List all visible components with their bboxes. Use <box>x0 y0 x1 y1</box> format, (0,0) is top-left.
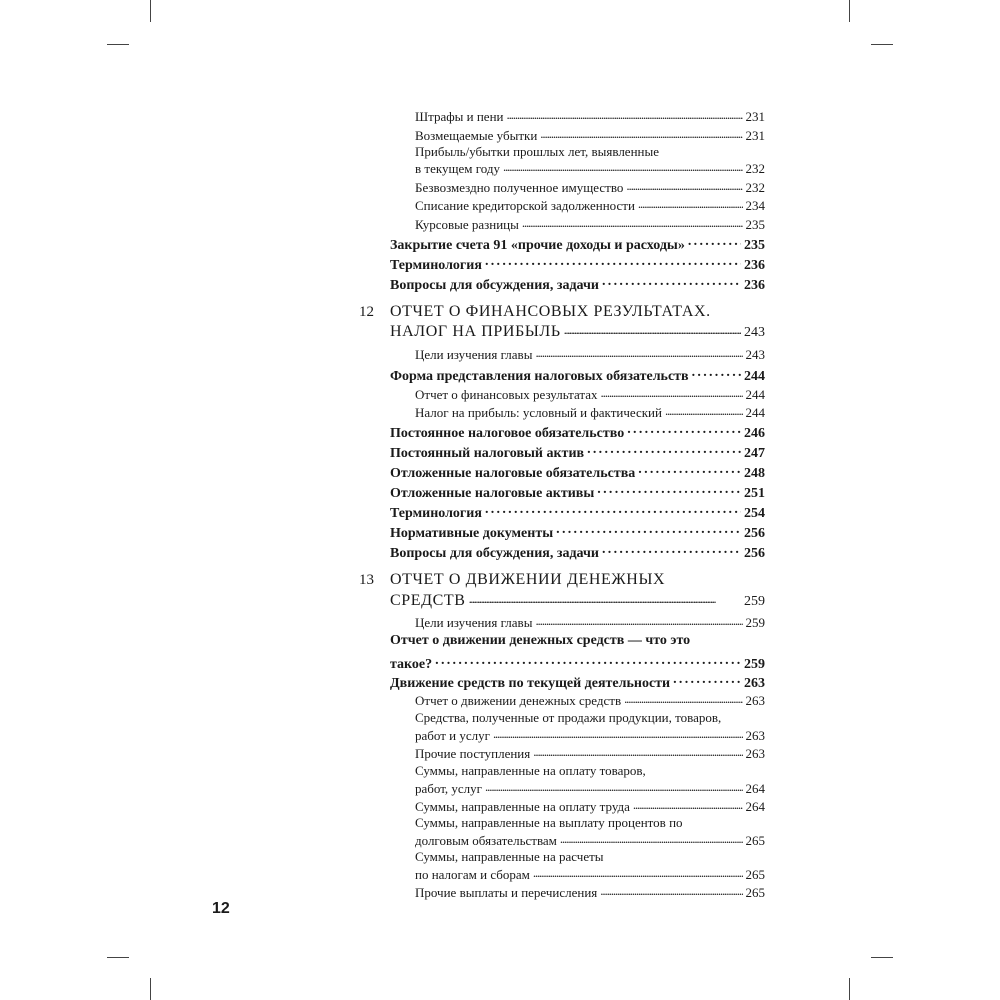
toc-section-label: Нормативные документы <box>390 526 554 541</box>
dot-leader <box>503 160 743 173</box>
toc-entry-page: 263 <box>745 746 765 761</box>
dot-leader <box>638 197 743 210</box>
toc-entry-page: 232 <box>745 161 765 176</box>
toc-entry <box>415 179 765 194</box>
dot-leader <box>626 179 742 192</box>
toc-section-label: Вопросы для обсуждения, задачи <box>390 278 599 293</box>
toc-section-page: 236 <box>744 258 765 273</box>
toc-entry-page: 265 <box>745 833 765 848</box>
toc-section-page: 251 <box>744 486 765 501</box>
toc-entry <box>415 832 765 847</box>
toc-section-label: Движение средств по текущей деятельности <box>390 676 671 691</box>
toc-section <box>390 503 765 521</box>
toc-entry-label: долговым обязательствам <box>415 833 557 848</box>
toc-entry-page: 263 <box>745 693 765 708</box>
toc-section-label: Отложенные налоговые обязательства <box>390 466 636 481</box>
toc-entry <box>415 866 765 881</box>
toc-section <box>390 235 765 253</box>
toc-entry-label: работ, услуг <box>415 781 483 796</box>
dot-leader <box>665 404 743 417</box>
dot-leader <box>627 423 741 437</box>
toc-section-page: 248 <box>744 466 765 481</box>
dot-leader <box>624 692 742 705</box>
toc-entry-page: 232 <box>745 180 765 195</box>
chapter-title-line2: НАЛОГ НА ПРИБЫЛЬ <box>390 323 561 340</box>
toc-section-page: 256 <box>744 526 765 541</box>
toc-entry <box>415 745 765 760</box>
toc-entry-page: 231 <box>745 128 765 143</box>
dot-leader <box>556 523 741 537</box>
toc-entry-line1: Суммы, направленные на оплату товаров, <box>415 763 646 778</box>
toc-entry-page: 244 <box>745 405 765 420</box>
dot-leader <box>688 235 741 249</box>
toc-entry-page: 234 <box>745 198 765 213</box>
toc-entry <box>415 780 765 795</box>
chapter-number: 12 <box>359 304 374 320</box>
dot-leader <box>600 884 742 897</box>
toc-section-label: Форма представления налоговых обязательств <box>390 369 689 384</box>
toc-entry-label: Цели изучения главы <box>415 615 533 630</box>
dot-leader <box>485 503 741 517</box>
toc-section-page: 256 <box>744 546 765 561</box>
toc-entry <box>415 727 765 742</box>
toc-entry-label: Отчет о финансовых результатах <box>415 387 598 402</box>
dot-leader <box>485 255 741 269</box>
toc-section-page: 246 <box>744 426 765 441</box>
toc-entry <box>415 614 765 629</box>
toc-entry-page: 231 <box>745 109 765 124</box>
toc-entry <box>415 127 765 142</box>
toc-entry <box>415 798 765 813</box>
toc-section <box>390 543 765 561</box>
toc-entry-label: Возмещаемые убытки <box>415 128 538 143</box>
toc-section <box>390 463 765 481</box>
toc-section-page: 247 <box>744 446 765 461</box>
toc-entry-page: 264 <box>745 799 765 814</box>
toc-entry-label: в текущем году <box>415 161 500 176</box>
dot-leader <box>692 366 741 380</box>
toc-section <box>390 654 765 672</box>
toc-entry-label: Прочие поступления <box>415 746 531 761</box>
dot-leader <box>587 443 741 457</box>
toc-entry-line1: Средства, полученные от продажи продукции, товаров, <box>415 710 722 725</box>
toc-entry-label: Налог на прибыль: условный и фактический <box>415 405 662 420</box>
toc-entry-page: 235 <box>745 217 765 232</box>
chapter-title-line1: ОТЧЕТ О ДВИЖЕНИИ ДЕНЕЖНЫХ <box>390 571 666 588</box>
toc-section <box>390 366 765 384</box>
dot-leader <box>522 216 743 229</box>
toc-entry-label: Штрафы и пени <box>415 109 504 124</box>
toc-entry <box>415 160 765 175</box>
toc-entry-line1: Прибыль/убытки прошлых лет, выявленные <box>415 144 659 159</box>
toc-section-page: 259 <box>744 657 765 672</box>
toc-section-label: Вопросы для обсуждения, задачи <box>390 546 599 561</box>
toc-section-page: 244 <box>744 369 765 384</box>
toc-entry-label: работ и услуг <box>415 728 490 743</box>
toc-section-page: 254 <box>744 506 765 521</box>
toc-section-page: 235 <box>744 238 765 253</box>
toc-entry-label: Безвозмездно полученное имущество <box>415 180 624 195</box>
toc-entry-page: 244 <box>745 387 765 402</box>
chapter-page: 259 <box>744 594 765 609</box>
toc-section-page: 236 <box>744 278 765 293</box>
toc-section <box>390 673 765 691</box>
toc-section-label: Постоянное налоговое обязательство <box>390 426 625 441</box>
dot-leader <box>540 127 742 140</box>
toc-entry-label: Списание кредиторской задолженности <box>415 198 635 213</box>
toc-section-page: 263 <box>744 676 765 691</box>
toc-section <box>390 275 765 293</box>
toc-section-label: Постоянный налоговый актив <box>390 446 585 461</box>
dot-leader <box>533 745 742 758</box>
toc-entry <box>415 404 765 419</box>
toc-section-label: Отложенные налоговые активы <box>390 486 595 501</box>
dot-leader <box>673 673 741 687</box>
dot-leader <box>638 463 741 477</box>
toc-section-label: Терминология <box>390 258 482 273</box>
dot-leader <box>633 798 743 811</box>
toc-entry-page: 243 <box>745 347 765 362</box>
toc-section-label: такое? <box>390 657 433 672</box>
dot-leader <box>597 483 741 497</box>
dot-leader <box>533 866 743 879</box>
toc-entry-page: 265 <box>745 885 765 900</box>
toc-entry <box>415 692 765 707</box>
dot-leader <box>602 543 741 557</box>
toc-entry <box>415 197 765 212</box>
toc-entry-line1: Суммы, направленные на расчеты <box>415 849 604 864</box>
chapter-title <box>390 591 765 609</box>
toc-entry <box>415 108 765 123</box>
dot-leader <box>535 346 742 359</box>
chapter-title <box>390 322 765 340</box>
toc-entry-line1: Суммы, направленные на выплату процентов по <box>415 815 683 830</box>
chapter-title-line2: СРЕДСТВ <box>390 592 466 609</box>
toc-entry-label: Отчет о движении денежных средств <box>415 693 622 708</box>
toc-section <box>390 523 765 541</box>
dot-leader <box>560 832 743 845</box>
toc-section <box>390 423 765 441</box>
chapter-title-line1: ОТЧЕТ О ФИНАНСОВЫХ РЕЗУЛЬТАТАХ. <box>390 303 711 320</box>
toc-section <box>390 443 765 461</box>
dot-leader <box>469 591 741 605</box>
toc-section-label: Закрытие счета 91 «прочие доходы и расходы» <box>390 238 685 253</box>
toc-entry-page: 265 <box>745 867 765 882</box>
toc-entry-page: 264 <box>745 781 765 796</box>
toc-section-label: Терминология <box>390 506 482 521</box>
toc-section <box>390 483 765 501</box>
toc-entry <box>415 346 765 361</box>
dot-leader <box>535 614 742 627</box>
toc-entry <box>415 386 765 401</box>
toc-entry-label: Прочие выплаты и перечисления <box>415 885 598 900</box>
dot-leader <box>602 275 741 289</box>
dot-leader <box>601 386 743 399</box>
toc-entry <box>415 884 765 899</box>
dot-leader <box>564 322 741 336</box>
dot-leader <box>506 108 742 121</box>
toc-entry-label: Цели изучения главы <box>415 347 533 362</box>
toc-section <box>390 255 765 273</box>
toc-entry-label: Курсовые разницы <box>415 217 519 232</box>
toc-entry <box>415 216 765 231</box>
dot-leader <box>493 727 743 740</box>
dot-leader <box>435 654 741 668</box>
toc-entry-page: 259 <box>745 615 765 630</box>
dot-leader <box>485 780 742 793</box>
toc-entry-page: 263 <box>745 728 765 743</box>
page-number: 12 <box>212 900 230 917</box>
toc-section-line1: Отчет о движении денежных средств — что это <box>390 633 691 648</box>
chapter-number: 13 <box>359 572 374 588</box>
chapter-page: 243 <box>744 325 765 340</box>
toc-entry-label: по налогам и сборам <box>415 867 530 882</box>
toc-entry-label: Суммы, направленные на оплату труда <box>415 799 630 814</box>
